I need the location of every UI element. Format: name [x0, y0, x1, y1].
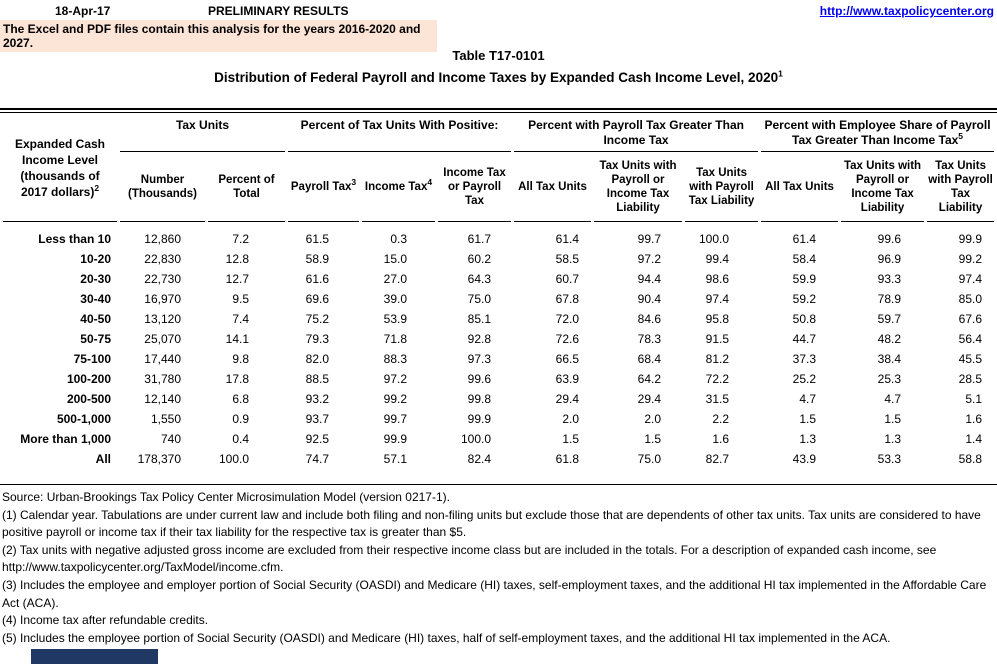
table-cell: 88.5	[305, 372, 329, 386]
footnote: (3) Includes the employee and employer portion of Social Security (OASDI) and Medicare (HI) taxes, self-employment taxes, and the additional HI tax implemented in the Affordable Care Act (ACA).	[2, 577, 987, 610]
table-cell: 9.5	[232, 292, 249, 306]
column-header-payroll-liability-1: Tax Units with Payroll Tax Liability	[685, 152, 758, 222]
table-cell: 2.0	[644, 412, 662, 426]
table-cell: 1.4	[965, 432, 983, 446]
table-cell: 17,440	[144, 352, 181, 366]
footnote: Source: Urban-Brookings Tax Policy Center Microsimulation Model (version 0217-1).	[2, 490, 450, 504]
table-cell: 82.0	[305, 352, 329, 366]
table-cell: 25,070	[144, 332, 181, 346]
table-cell: 99.9	[467, 412, 492, 426]
group-header-employee-share-greater: Percent with Employee Share of Payroll Tax Greater Than Income Tax$^5$	[761, 114, 994, 152]
row-label: 200-500	[66, 392, 111, 406]
table-row	[3, 249, 994, 269]
group-header-row	[3, 114, 994, 152]
table-cell: 61.5	[305, 232, 329, 246]
table-title: Distribution of Federal Payroll and Income Taxes by Expanded Cash Income Level, 2020$^1$	[214, 68, 783, 85]
table-cell: 99.6	[467, 372, 492, 386]
table-cell: 29.4	[555, 392, 580, 406]
table-cell: 15.0	[383, 252, 407, 266]
column-header-row	[3, 152, 994, 222]
taxpolicycenter-link[interactable]: http://www.taxpolicycenter.org	[819, 4, 994, 18]
table-cell: 48.2	[877, 332, 902, 346]
table-cell: 0.9	[232, 412, 249, 426]
row-label: All	[95, 452, 111, 466]
table-cell: 39.0	[383, 292, 407, 306]
table-cell: 16,970	[144, 292, 181, 306]
table-cell: 93.2	[305, 392, 329, 406]
table-cell: 59.9	[792, 272, 817, 286]
table-cell: 84.6	[637, 312, 662, 326]
table-cell: 7.2	[232, 232, 249, 246]
table-cell: 43.9	[792, 452, 817, 466]
table-cell: 17.8	[225, 372, 249, 386]
footnote: (5) Includes the employee portion of Social Security (OASDI) and Medicare (HI) taxes, half of self-employment taxes, and the additional HI tax implemented in the ACA.	[2, 630, 891, 645]
table-cell: 97.2	[637, 252, 662, 266]
table-cell: 99.9	[958, 232, 983, 246]
table-cell: 740	[160, 432, 181, 446]
table-row	[3, 449, 994, 469]
table-cell: 63.9	[555, 372, 580, 386]
table-cell: 1.5	[884, 412, 902, 426]
table-cell: 64.2	[637, 372, 662, 386]
table-cell: 27.0	[383, 272, 407, 286]
row-label: 500-1,000	[56, 412, 111, 426]
row-label: 75-100	[73, 352, 111, 366]
column-header-income-level: Expanded Cash Income Level (thousands of 2017 dollars)$^2$	[3, 114, 117, 222]
table-cell: 78.3	[637, 332, 662, 346]
table-cell: 1.3	[884, 432, 902, 446]
table-cell: 99.6	[877, 232, 902, 246]
row-label: 30-40	[80, 292, 111, 306]
files-notice: The Excel and PDF files contain this analysis for the years 2016-2020 and 2027.	[0, 20, 437, 52]
table-cell: 78.9	[877, 292, 902, 306]
group-header-tax-units: Tax Units	[120, 114, 285, 152]
table-cell: 81.2	[705, 352, 730, 366]
table-row	[3, 369, 994, 389]
table-cell: 64.3	[467, 272, 492, 286]
table-cell: 75.0	[637, 452, 662, 466]
table-cell: 100.0	[699, 232, 730, 246]
table-cell: 93.7	[305, 412, 329, 426]
footnote: (1) Calendar year. Tabulations are under current law and include both filing and non-filing units but exclude those that are dependents of other tax units. Tax units are considered to have positive payroll or income tax if their tax liability for the respective tax is greater than $5.	[2, 507, 981, 540]
table-cell: 68.4	[637, 352, 662, 366]
table-cell: 94.4	[637, 272, 662, 286]
table-row	[3, 222, 994, 249]
table-cell: 5.1	[965, 392, 983, 406]
table-cell: 97.4	[705, 292, 730, 306]
table-cell: 85.0	[958, 292, 983, 306]
table-cell: 2.0	[562, 412, 580, 426]
table-row	[3, 289, 994, 309]
table-cell: 58.5	[555, 252, 580, 266]
column-header-payroll-or-income-liability-1: Tax Units with Payroll or Income Tax Liability	[594, 152, 682, 222]
table-cell: 75.2	[305, 312, 329, 326]
table-cell: 99.4	[705, 252, 730, 266]
table-cell: 82.7	[705, 452, 730, 466]
table-cell: 96.9	[877, 252, 902, 266]
table-cell: 97.4	[958, 272, 983, 286]
table-cell: 61.4	[555, 232, 580, 246]
table-row	[3, 389, 994, 409]
table-cell: 38.4	[877, 352, 902, 366]
preliminary-results-label: PRELIMINARY RESULTS	[208, 4, 349, 18]
column-header-all-tax-units-1: All Tax Units	[514, 152, 591, 222]
table-cell: 99.2	[383, 392, 407, 406]
table-cell: 58.9	[305, 252, 329, 266]
table-top-border-inner	[0, 112, 997, 113]
table-cell: 58.4	[792, 252, 817, 266]
table-cell: 92.8	[467, 332, 492, 346]
report-date: 18-Apr-17	[55, 4, 111, 18]
table-cell: 9.8	[232, 352, 249, 366]
table-cell: 29.4	[637, 392, 662, 406]
table-cell: 1,550	[150, 412, 181, 426]
row-label: More than 1,000	[20, 432, 111, 446]
table-cell: 98.6	[705, 272, 730, 286]
group-header-percent-positive: Percent of Tax Units With Positive:	[288, 114, 511, 152]
table-cell: 13,120	[144, 312, 181, 326]
table-cell: 93.3	[877, 272, 902, 286]
table-cell: 4.7	[884, 392, 902, 406]
table-cell: 61.6	[305, 272, 329, 286]
table-cell: 1.3	[799, 432, 817, 446]
table-cell: 67.6	[958, 312, 983, 326]
table-cell: 66.5	[555, 352, 580, 366]
table-cell: 25.2	[792, 372, 817, 386]
row-label: 100-200	[66, 372, 111, 386]
column-header-payroll-tax: Payroll Tax$^3$	[288, 152, 359, 222]
table-cell: 53.3	[877, 452, 902, 466]
table-bottom-border	[0, 484, 997, 485]
table-cell: 71.8	[383, 332, 407, 346]
footnote: (2) Tax units with negative adjusted gross income are excluded from their respective income class but are included in the totals. For a description of expanded cash income, see http://www.taxpolicycenter.org/TaxModel/income.cfm.	[2, 542, 937, 575]
group-header-payroll-greater: Percent with Payroll Tax Greater Than Income Tax	[514, 114, 758, 152]
table-cell: 50.8	[792, 312, 817, 326]
table-cell: 60.7	[555, 272, 580, 286]
column-header-percent-of-total: Percent of Total	[208, 152, 285, 222]
table-row	[3, 409, 994, 429]
table-section	[0, 108, 997, 647]
table-cell: 72.0	[555, 312, 580, 326]
table-cell: 12,860	[144, 232, 181, 246]
row-label: 20-30	[80, 272, 111, 286]
row-label: 10-20	[80, 252, 111, 266]
table-cell: 56.4	[958, 332, 983, 346]
table-cell: 31.5	[705, 392, 730, 406]
table-cell: 90.4	[637, 292, 662, 306]
table-cell: 37.3	[792, 352, 817, 366]
table-cell: 61.7	[467, 232, 492, 246]
column-header-number: Number (Thousands)	[120, 152, 205, 222]
table-cell: 28.5	[958, 372, 983, 386]
table-cell: 59.2	[792, 292, 817, 306]
table-cell: 12,140	[144, 392, 181, 406]
table-row	[3, 429, 994, 449]
table-cell: 1.5	[799, 412, 817, 426]
table-cell: 72.2	[705, 372, 730, 386]
table-cell: 53.9	[383, 312, 407, 326]
table-row	[3, 329, 994, 349]
column-header-payroll-liability-2: Tax Units with Payroll Tax Liability	[927, 152, 994, 222]
table-cell: 22,730	[144, 272, 181, 286]
table-cell: 0.4	[232, 432, 249, 446]
row-label: 40-50	[80, 312, 111, 326]
table-cell: 69.6	[305, 292, 329, 306]
table-cell: 99.9	[383, 432, 407, 446]
table-cell: 6.8	[232, 392, 249, 406]
table-cell: 61.8	[555, 452, 580, 466]
table-cell: 99.2	[958, 252, 983, 266]
table-cell: 7.4	[232, 312, 249, 326]
table-cell: 1.6	[712, 432, 730, 446]
table-cell: 85.1	[467, 312, 492, 326]
table-cell: 67.8	[555, 292, 580, 306]
table-row	[3, 349, 994, 369]
table-cell: 60.2	[467, 252, 492, 266]
table-cell: 57.1	[383, 452, 407, 466]
table-cell: 59.7	[877, 312, 902, 326]
table-cell: 72.6	[555, 332, 580, 346]
column-header-payroll-or-income-liability-2: Tax Units with Payroll or Income Tax Liability	[841, 152, 924, 222]
column-header-income-or-payroll: Income Tax or Payroll Tax	[438, 152, 511, 222]
table-cell: 45.5	[958, 352, 983, 366]
table-cell: 22,830	[144, 252, 181, 266]
table-cell: 74.7	[305, 452, 329, 466]
table-row	[3, 269, 994, 289]
table-cell: 95.8	[705, 312, 730, 326]
table-cell: 12.7	[225, 272, 249, 286]
table-body	[3, 222, 994, 469]
column-header-income-tax: Income Tax$^4$	[362, 152, 435, 222]
table-cell: 99.8	[467, 392, 492, 406]
table-cell: 82.4	[467, 452, 492, 466]
table-top-border	[0, 108, 997, 110]
table-cell: 1.5	[644, 432, 662, 446]
footnotes	[0, 489, 997, 647]
table-cell: 97.2	[383, 372, 407, 386]
table-cell: 0.3	[390, 232, 407, 246]
row-label: 50-75	[80, 332, 111, 346]
table-cell: 1.6	[965, 412, 983, 426]
table-cell: 88.3	[383, 352, 407, 366]
table-cell: 1.5	[562, 432, 580, 446]
table-cell: 79.3	[305, 332, 329, 346]
table-cell: 58.8	[958, 452, 983, 466]
table-number-title: Table T17-0101	[452, 48, 545, 63]
bottom-bar	[31, 649, 158, 664]
column-header-all-tax-units-2: All Tax Units	[761, 152, 838, 222]
footnote: (4) Income tax after refundable credits.	[2, 613, 209, 628]
table-cell: 75.0	[467, 292, 492, 306]
table-cell: 100.0	[218, 452, 249, 466]
table-cell: 99.7	[637, 232, 662, 246]
table-cell: 12.8	[225, 252, 249, 266]
table-cell: 91.5	[705, 332, 730, 346]
table-cell: 31,780	[144, 372, 181, 386]
row-label: Less than 10	[38, 232, 111, 246]
table-cell: 14.1	[225, 332, 249, 346]
table-cell: 2.2	[712, 412, 730, 426]
table-cell: 4.7	[799, 392, 817, 406]
table-cell: 61.4	[792, 232, 817, 246]
distribution-table	[0, 114, 997, 469]
table-cell: 99.7	[383, 412, 407, 426]
table-cell: 44.7	[792, 332, 817, 346]
table-row	[3, 309, 994, 329]
table-cell: 92.5	[305, 432, 329, 446]
table-cell: 178,370	[137, 452, 181, 466]
table-cell: 97.3	[467, 352, 492, 366]
table-cell: 100.0	[460, 432, 492, 446]
table-cell: 25.3	[877, 372, 902, 386]
